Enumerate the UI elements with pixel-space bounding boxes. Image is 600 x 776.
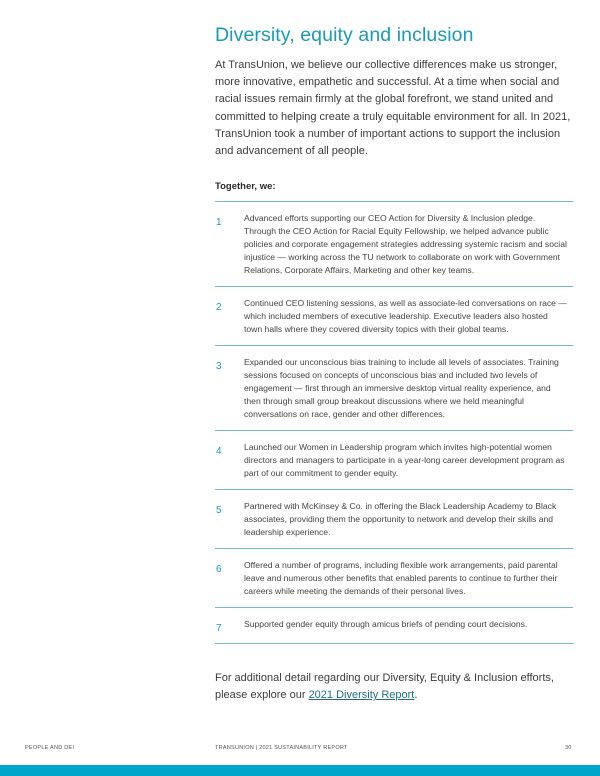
intro-paragraph: At TransUnion, we believe our collective differences make us stronger, more innovative, empathetic and successful. At a time when social and racial issues remain firmly at the global forefront, we stand united and committed to helping create a truly equitable environment for all. In 2021, TransUnion took a number of important actions to support the inclusion and advancement of all people. <box>215 59 571 158</box>
item-text: Continued CEO listening sessions, as well as associate-led conversations on race — which included members of executive leadership. Executive leaders also hosted town halls where they covered diversity topics with their global teams. <box>244 298 567 335</box>
list-item <box>215 287 573 346</box>
bottom-accent-bar <box>0 765 600 776</box>
list-item <box>215 431 573 490</box>
item-number: 2 <box>216 302 222 314</box>
item-number: 1 <box>216 217 222 229</box>
footer-section-label: PEOPLE AND DEI <box>25 745 75 751</box>
additional-detail-note <box>215 670 585 704</box>
item-text: Advanced efforts supporting our CEO Action for Diversity & Inclusion pledge. Through the CEO Action for Racial Equity Fellowship, we helped advance public policies and corporate engagement strategies addressing systemic racism and social injustice — working across the TU network to collaborate on work with Government Relations, Corporate Affairs, Marketing and other key teams. <box>244 213 567 276</box>
list-item <box>215 202 573 287</box>
item-number: 5 <box>216 505 222 517</box>
actions-list <box>215 201 573 644</box>
list-item <box>215 549 573 608</box>
item-number: 4 <box>216 446 222 458</box>
page-number: 30 <box>565 745 572 751</box>
item-number: 6 <box>216 564 222 576</box>
item-text: Partnered with McKinsey & Co. in offering the Black Leadership Academy to Black associates, providing them the opportunity to network and develop their skills and leadership experience. <box>244 501 557 538</box>
list-item <box>215 346 573 431</box>
item-text: Supported gender equity through amicus briefs of pending court decisions. <box>244 619 528 630</box>
item-text: Launched our Women in Leadership program which invites high-potential women directors and managers to participate in a year-long career development program as part of our commitment to gender equity. <box>244 442 565 479</box>
list-item <box>215 490 573 549</box>
page-title: Diversity, equity and inclusion <box>215 24 474 46</box>
note-suffix: . <box>414 689 418 702</box>
main-content <box>215 23 575 715</box>
footer-report-title: TRANSUNION | 2021 SUSTAINABILITY REPORT <box>215 745 348 751</box>
list-item <box>215 608 573 644</box>
item-number: 7 <box>216 623 222 635</box>
item-text: Offered a number of programs, including flexible work arrangements, paid parental leave and numerous other benefits that enabled parents to continue to further their careers while meeting the demands of their personal lives. <box>244 560 558 597</box>
note-prefix: For additional detail regarding our Diversity, Equity & Inclusion efforts, please explore our <box>215 672 554 702</box>
item-number: 3 <box>216 361 222 373</box>
item-text: Expanded our unconscious bias training to include all levels of associates. Training sessions focused on concepts of unconscious bias and included two levels of engagement — first through an immersive desktop virtual reality experience, and then through small group breakout discussions where we held meaningful conversations on race, gender and other differences. <box>244 357 559 420</box>
diversity-report-link[interactable]: 2021 Diversity Report <box>308 689 415 702</box>
list-heading: Together, we: <box>215 181 276 193</box>
